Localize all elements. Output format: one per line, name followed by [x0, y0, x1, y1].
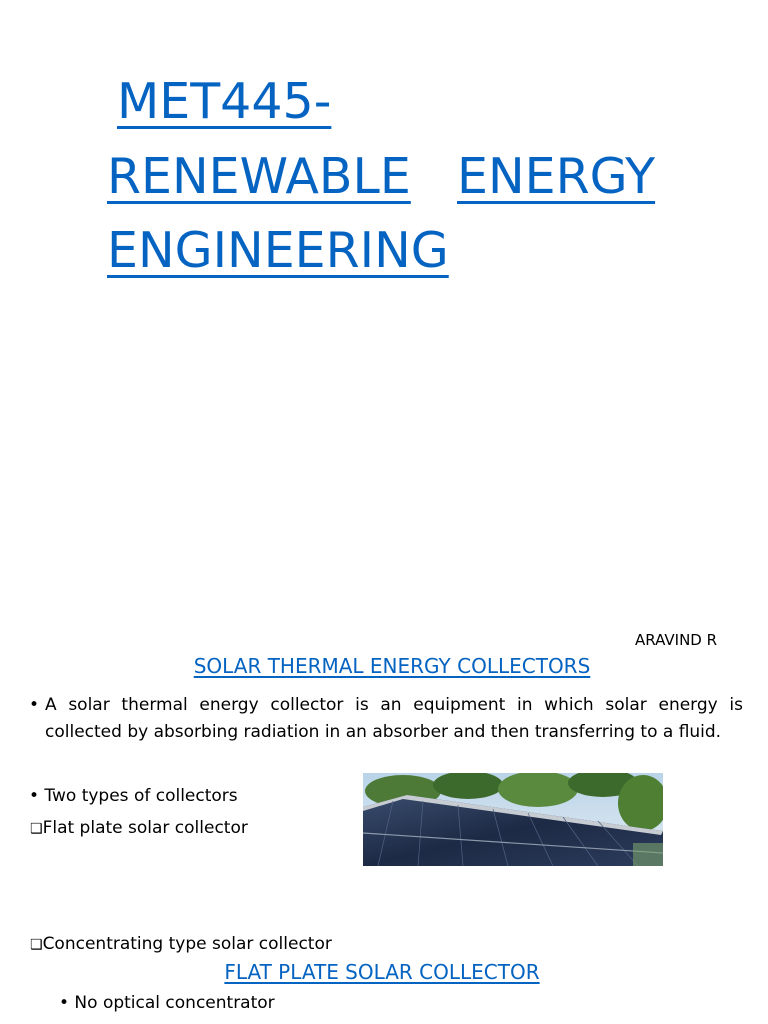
- checkbox-square-icon: ❑: [30, 937, 43, 953]
- type-flat-plate: [30, 815, 248, 843]
- title-word-renewable: RENEWABLE: [107, 148, 411, 205]
- definition-paragraph: [29, 692, 743, 746]
- title-course-code: MET445-: [117, 73, 332, 130]
- types-intro: • Two types of collectors: [29, 786, 238, 806]
- title-line-2b: [457, 148, 656, 205]
- title-line-3: [107, 222, 449, 279]
- solar-collector-photo: [363, 773, 663, 866]
- type-concentrating: [30, 931, 332, 959]
- section-heading-solar-thermal: SOLAR THERMAL ENERGY COLLECTORS: [193, 654, 591, 678]
- type-concentrating-label: Concentrating type solar collector: [42, 934, 332, 954]
- title-line-1: [117, 73, 332, 130]
- title-line-2: [107, 148, 411, 205]
- checkbox-square-icon: ❑: [30, 821, 43, 837]
- flat-plate-bullet-1: • No optical concentrator: [59, 993, 275, 1013]
- bullet-mark: •: [29, 695, 40, 715]
- title-word-energy: ENERGY: [457, 148, 656, 205]
- author-name: ARAVIND R: [635, 631, 718, 649]
- section-heading-flat-plate: FLAT PLATE SOLAR COLLECTOR: [224, 960, 540, 984]
- type-flat-plate-label: Flat plate solar collector: [42, 818, 248, 838]
- definition-text: A solar thermal energy collector is an equipment in which solar energy is collected by absorbing radiation in an absorber and then transferring to a fluid.: [45, 695, 743, 742]
- title-word-engineering: ENGINEERING: [107, 222, 449, 279]
